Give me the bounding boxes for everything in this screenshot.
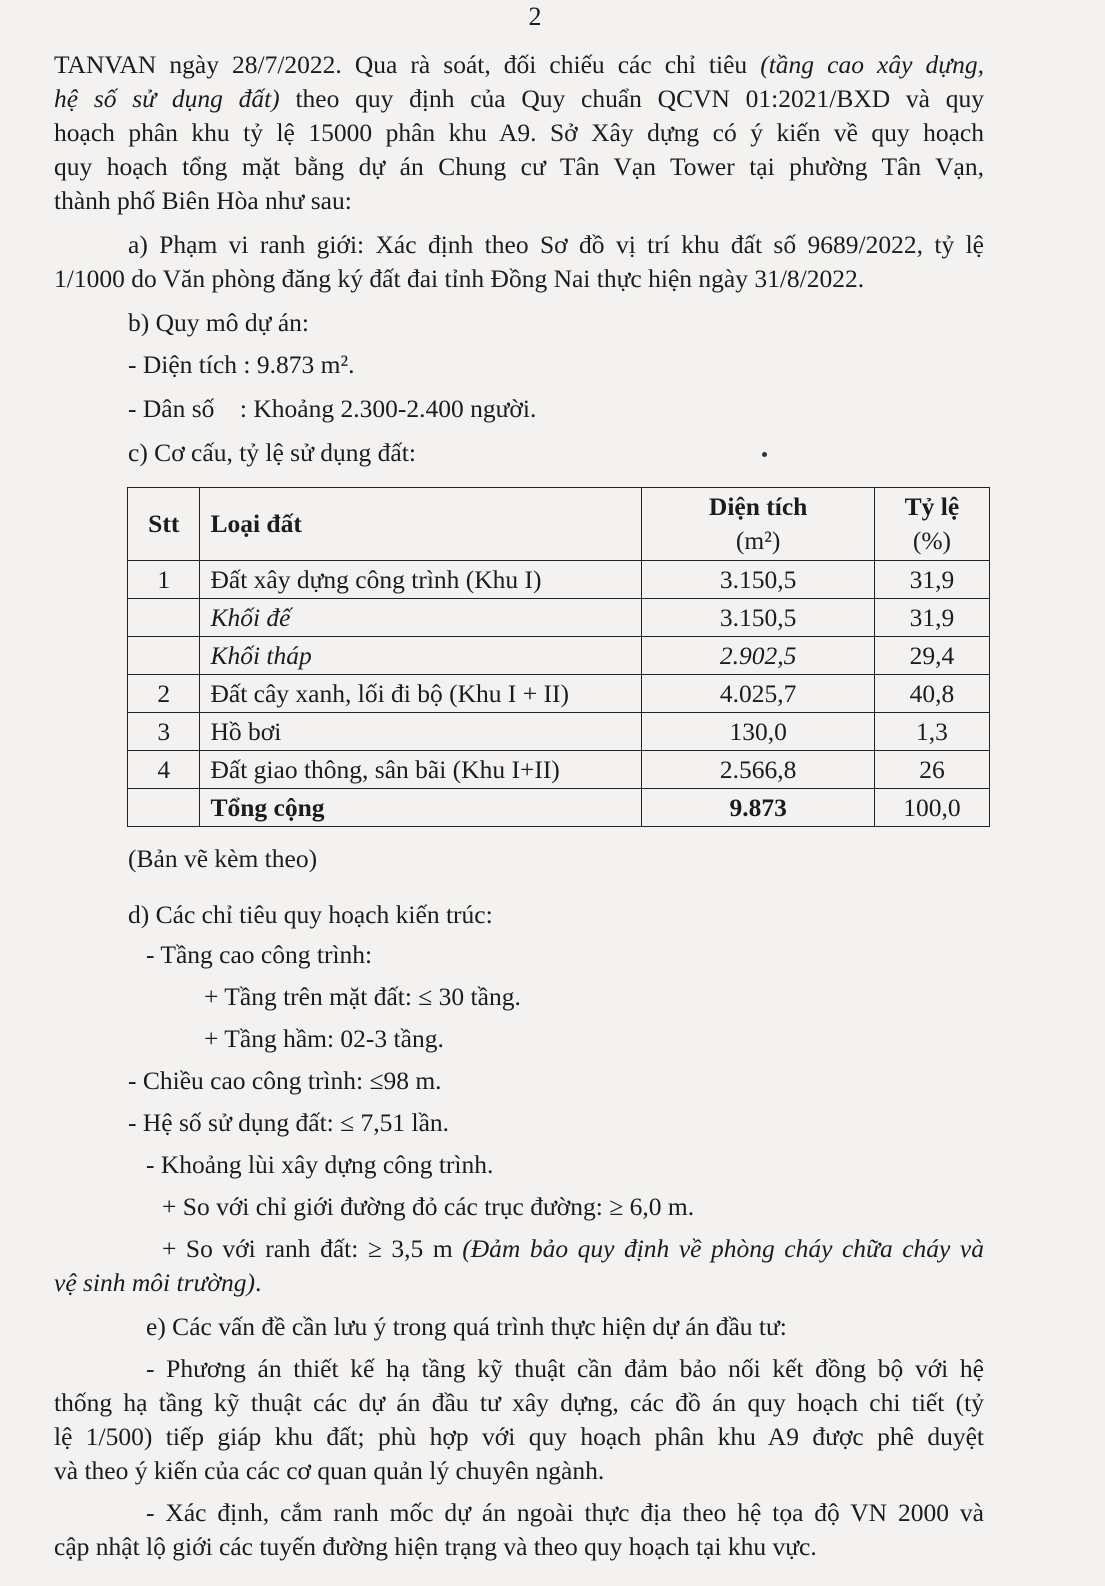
- land-use-table: [127, 487, 990, 827]
- intro-line-1: TANVAN ngày 28/7/2022. Qua rà soát, đối chiếu các chỉ tiêu (tầng cao xây dựng,: [54, 50, 984, 79]
- header-area: Diện tích (m²): [642, 488, 875, 561]
- section-e-p1-line-4: và theo ý kiến của các cơ quan quản lý chuyên ngành.: [54, 1456, 605, 1485]
- project-population: - Dân số : Khoảng 2.300-2.400 người.: [128, 394, 537, 423]
- header-stt: Stt: [128, 488, 200, 561]
- basement-floors: + Tầng hầm: 02-3 tầng.: [204, 1024, 444, 1053]
- setback-road: + So với chỉ giới đường đỏ các trục đường: ≥ 6,0 m.: [162, 1192, 695, 1221]
- drawing-attached-note: (Bản vẽ kèm theo): [128, 844, 318, 873]
- section-a-line-2: 1/1000 do Văn phòng đăng ký đất đai tỉnh Đồng Nai thực hiện ngày 31/8/2022.: [54, 264, 865, 293]
- section-e-p2-line-2: cập nhật lộ giới các tuyến đường hiện trạng và theo quy hoạch tại khu vực.: [54, 1532, 817, 1561]
- building-height: - Chiều cao công trình: ≤98 m.: [128, 1066, 442, 1095]
- setback-label: - Khoảng lùi xây dựng công trình.: [146, 1150, 494, 1179]
- table-row: 4 Đất giao thông, sân bãi (Khu I+II) 2.566,8 26: [128, 751, 990, 789]
- section-e-p1-line-1: - Phương án thiết kế hạ tầng kỹ thuật cần đảm bảo nối kết đồng bộ với hệ: [146, 1354, 984, 1383]
- section-d-title: d) Các chỉ tiêu quy hoạch kiến trúc:: [128, 900, 493, 929]
- header-land-type: Loại đất: [200, 488, 642, 561]
- intro-line-2: hệ số sử dụng đất) theo quy định của Quy chuẩn QCVN 01:2021/BXD và quy: [54, 84, 984, 113]
- project-area: - Diện tích : 9.873 m².: [128, 350, 355, 379]
- table-header-row: [128, 488, 990, 561]
- floors-label: - Tầng cao công trình:: [146, 940, 373, 969]
- section-c-title: c) Cơ cấu, tỷ lệ sử dụng đất:: [128, 438, 416, 467]
- section-e-title: e) Các vấn đề cần lưu ý trong quá trình thực hiện dự án đầu tư:: [146, 1312, 787, 1341]
- section-a-line-1: a) Phạm vi ranh giới: Xác định theo Sơ đồ vị trí khu đất số 9689/2022, tỷ lệ: [128, 230, 984, 259]
- section-e-p2-line-1: - Xác định, cắm ranh mốc dự án ngoài thực địa theo hệ tọa độ VN 2000 và: [146, 1498, 984, 1527]
- floor-area-ratio: - Hệ số sử dụng đất: ≤ 7,51 lần.: [128, 1108, 450, 1137]
- table-row: Khối tháp 2.902,5 29,4: [128, 637, 990, 675]
- header-ratio: Tỷ lệ (%): [874, 488, 989, 561]
- setback-boundary: + So với ranh đất: ≥ 3,5 m (Đảm bảo quy định về phòng cháy chữa cháy và: [162, 1234, 984, 1263]
- table-row: 1 Đất xây dựng công trình (Khu I) 3.150,5 31,9: [128, 561, 990, 599]
- section-e-p1-line-3: lệ 1/500) tiếp giáp khu đất; phù hợp với quy hoạch phân khu A9 được phê duyệt: [54, 1422, 984, 1451]
- intro-line-3: hoạch phân khu tỷ lệ 15000 phân khu A9. Sở Xây dựng có ý kiến về quy hoạch: [54, 118, 984, 147]
- intro-line-4: quy hoạch tổng mặt bằng dự án Chung cư Tân Vạn Tower tại phường Tân Vạn,: [54, 152, 984, 181]
- setback-boundary-cont: vệ sinh môi trường).: [54, 1268, 262, 1297]
- table-row: 2 Đất cây xanh, lối đi bộ (Khu I + II) 4.025,7 40,8: [128, 675, 990, 713]
- section-b-title: b) Quy mô dự án:: [128, 308, 309, 337]
- stray-mark: [762, 452, 767, 457]
- table-total-row: Tổng cộng 9.873 100,0: [128, 789, 990, 827]
- section-e-p1-line-2: thống hạ tầng kỹ thuật các dự án đầu tư xây dựng, các đồ án quy hoạch chi tiết (tỷ: [54, 1388, 984, 1417]
- intro-line-5: thành phố Biên Hòa như sau:: [54, 186, 352, 215]
- page-number: 2: [528, 2, 542, 31]
- table-row: 3 Hồ bơi 130,0 1,3: [128, 713, 990, 751]
- floors-above-ground: + Tầng trên mặt đất: ≤ 30 tầng.: [204, 982, 521, 1011]
- table-row: Khối đế 3.150,5 31,9: [128, 599, 990, 637]
